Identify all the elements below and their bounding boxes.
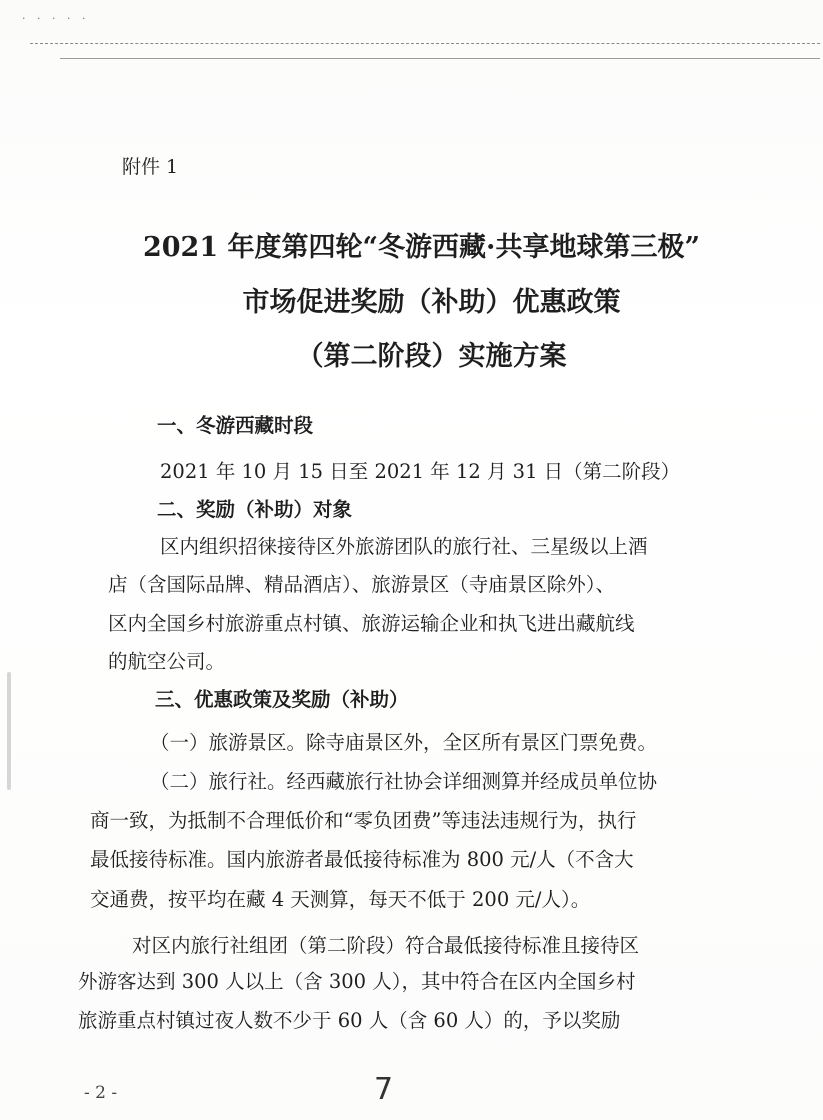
document-title-line-3: （第二阶段）实施方案 [296, 341, 567, 372]
paragraph-travel-agency-line-2: 商一致，为抵制不合理低价和“零负团费”等违法违规行为，执行 [90, 809, 637, 832]
scrollbar-thumb[interactable] [7, 672, 11, 790]
paragraph-reward-line-3: 旅游重点村镇过夜人数不少于 60 人（含 60 人）的，予以奖励 [78, 1009, 621, 1032]
header-dots: · · · · · [22, 12, 90, 25]
paragraph-travel-agency-line-1: （二）旅行社。经西藏旅行社协会详细测算并经成员单位协 [150, 770, 658, 793]
paragraph-travel-agency-line-4: 交通费，按平均在藏 4 天测算，每天不低于 200 元/人）。 [90, 888, 591, 911]
section-heading-2: 二、奖励（补助）对象 [157, 498, 353, 521]
section-heading-1: 一、冬游西藏时段 [157, 414, 314, 437]
paragraph-targets-line-1: 区内组织招徕接待区外旅游团队的旅行社、三星级以上酒 [160, 535, 648, 558]
paragraph-period: 2021 年 10 月 15 日至 2021 年 12 月 31 日（第二阶段） [160, 460, 681, 483]
document-title-line-2: 市场促进奖励（补助）优惠政策 [242, 287, 621, 318]
document-title-line-1: 2021 年度第四轮“冬游西藏·共享地球第三极” [142, 232, 700, 263]
header-rule-solid [60, 58, 820, 59]
page-number-label: - 2 - [84, 1083, 118, 1103]
paragraph-scenic-spots: （一）旅游景区。除寺庙景区外，全区所有景区门票免费。 [150, 731, 658, 754]
paragraph-reward-line-1: 对区内旅行社组团（第二阶段）符合最低接待标准且接待区 [132, 934, 640, 957]
header-rule-dashed [30, 43, 820, 44]
paragraph-reward-line-2: 外游客达到 300 人以上（含 300 人），其中符合在区内全国乡村 [78, 970, 636, 993]
paragraph-targets-line-3: 区内全国乡村旅游重点村镇、旅游运输企业和执飞进出藏航线 [108, 612, 635, 635]
paragraph-travel-agency-line-3: 最低接待标准。国内旅游者最低接待标准为 800 元/人（不含大 [90, 848, 634, 871]
paragraph-targets-line-4: 的航空公司。 [108, 650, 226, 673]
section-heading-3: 三、优惠政策及奖励（补助） [155, 688, 409, 711]
paragraph-targets-line-2: 店（含国际品牌、精品酒店）、旅游景区（寺庙景区除外）、 [108, 573, 616, 596]
attachment-label: 附件 1 [122, 156, 179, 178]
handwritten-page-number: 7 [374, 1072, 394, 1107]
